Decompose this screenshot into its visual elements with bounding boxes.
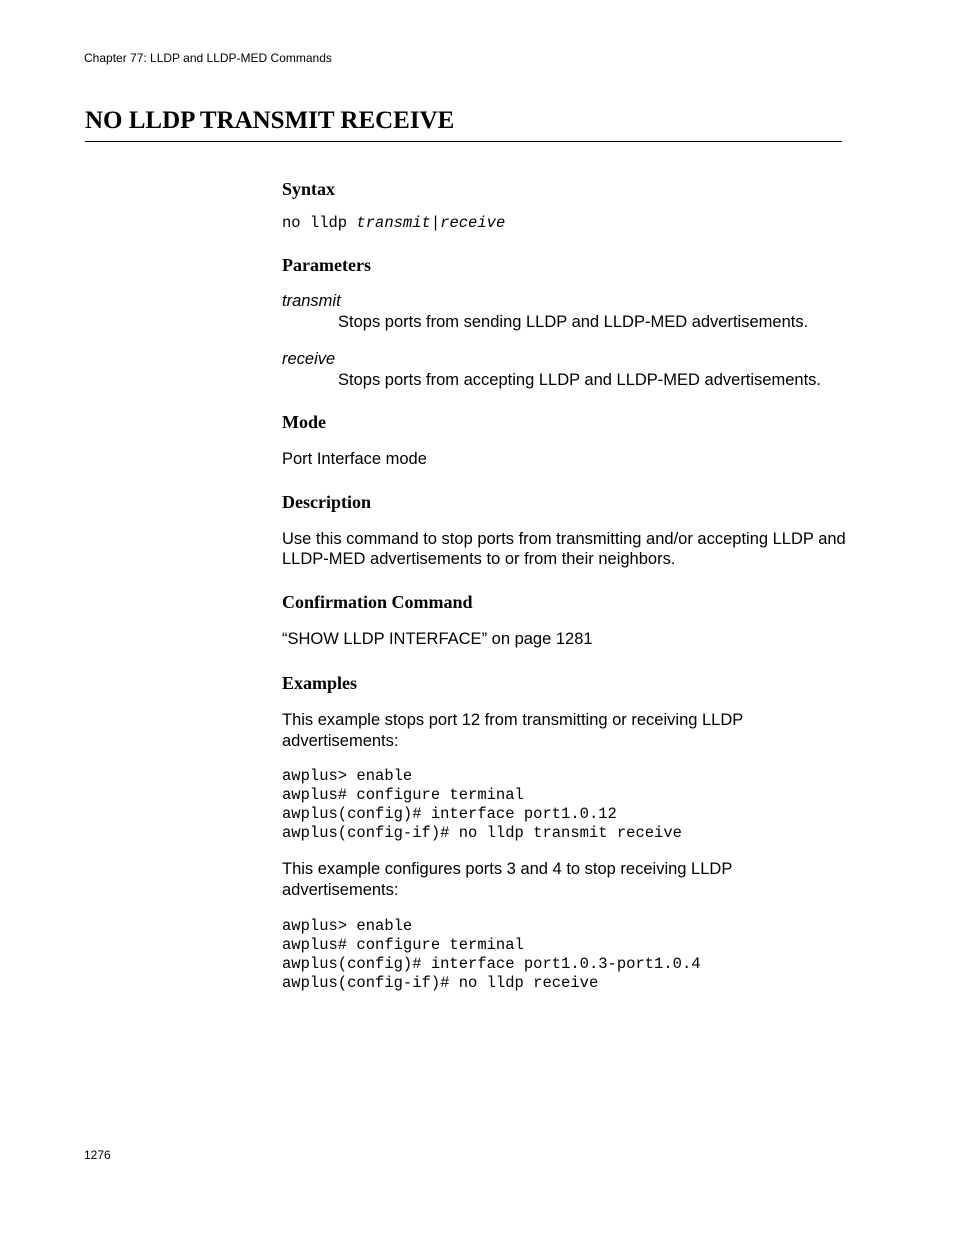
confirmation-heading: Confirmation Command bbox=[282, 591, 473, 612]
page-title: NO LLDP TRANSMIT RECEIVE bbox=[85, 106, 842, 142]
page-number: 1276 bbox=[84, 1148, 111, 1162]
parameter-definition: Stops ports from sending LLDP and LLDP-MED advertisements. bbox=[338, 312, 809, 331]
syntax-command: no lldp bbox=[282, 214, 357, 232]
examples-heading: Examples bbox=[282, 673, 358, 693]
example-intro: This example stops port 12 from transmitting or receiving LLDP advertisements: bbox=[282, 711, 743, 750]
parameter-item bbox=[282, 349, 852, 390]
parameter-term: transmit bbox=[282, 292, 341, 310]
example-intro: This example configures ports 3 and 4 to stop receiving LLDP advertisements: bbox=[282, 860, 733, 899]
code-line: awplus(config-if)# no lldp transmit receive bbox=[282, 824, 682, 842]
example-code-block bbox=[282, 917, 852, 993]
parameters-heading: Parameters bbox=[282, 255, 371, 275]
description-text: Use this command to stop ports from transmitting and/or accepting LLDP and LLDP-MED advertisements to or from their neighbors. bbox=[282, 529, 846, 568]
parameter-term: receive bbox=[282, 350, 336, 368]
code-line: awplus# configure terminal bbox=[282, 936, 524, 954]
mode-text: Port Interface mode bbox=[282, 450, 427, 468]
code-line: awplus# configure terminal bbox=[282, 786, 524, 804]
syntax-line bbox=[282, 214, 852, 233]
chapter-header: Chapter 77: LLDP and LLDP-MED Commands bbox=[84, 51, 332, 65]
description-heading: Description bbox=[282, 491, 371, 512]
mode-heading: Mode bbox=[282, 412, 326, 432]
code-line: awplus> enable bbox=[282, 767, 413, 785]
syntax-arg-transmit: transmit bbox=[356, 214, 431, 232]
code-line: awplus(config)# interface port1.0.12 bbox=[282, 805, 617, 823]
page-body bbox=[282, 178, 852, 993]
confirmation-link[interactable]: “SHOW LLDP INTERFACE” on page 1281 bbox=[282, 629, 593, 648]
code-line: awplus(config)# interface port1.0.3-port1.0.4 bbox=[282, 955, 701, 973]
syntax-heading: Syntax bbox=[282, 179, 336, 199]
code-line: awplus> enable bbox=[282, 917, 413, 935]
parameter-definition: Stops ports from accepting LLDP and LLDP-MED advertisements. bbox=[338, 370, 822, 389]
code-line: awplus(config-if)# no lldp receive bbox=[282, 974, 599, 992]
syntax-separator: | bbox=[430, 214, 441, 232]
syntax-arg-receive: receive bbox=[440, 214, 506, 232]
example-code-block bbox=[282, 767, 852, 843]
parameter-item bbox=[282, 291, 852, 332]
